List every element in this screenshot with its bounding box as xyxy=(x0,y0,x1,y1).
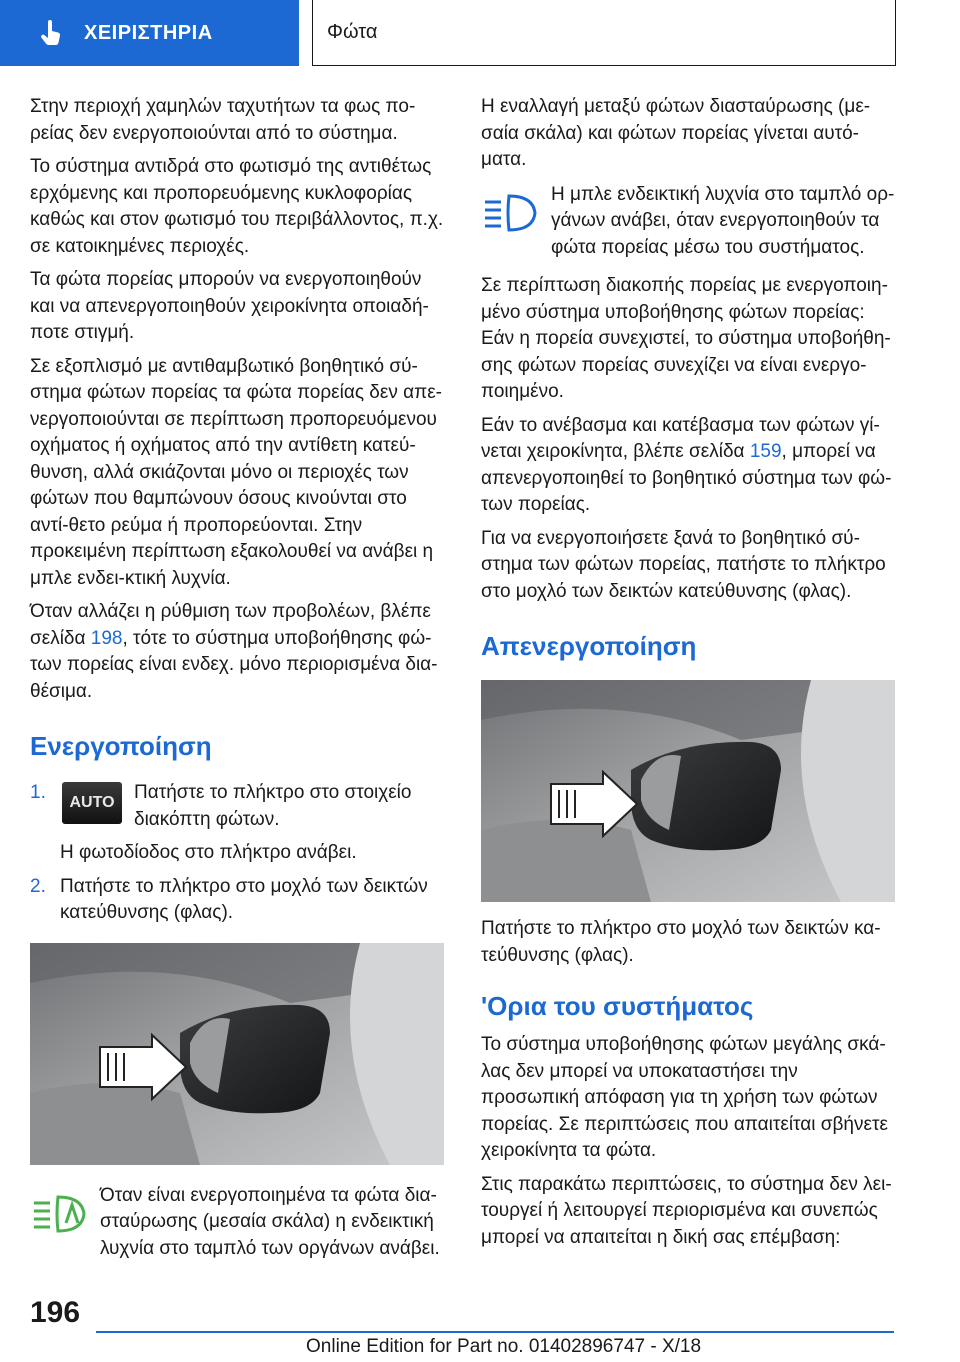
chapter-tab[interactable] xyxy=(0,0,299,66)
turn-signal-lever-photo xyxy=(481,680,897,902)
text-span: Όταν αλλάζει η ρύθμιση των προβολέων, βλέπε σελίδα xyxy=(30,601,431,649)
high-beam-indicator-icon xyxy=(481,188,541,238)
footer-divider xyxy=(96,1331,894,1333)
low-beam-indicator-icon xyxy=(30,1189,90,1239)
lever-photo-image xyxy=(30,943,444,1165)
edition-text: Online Edition for Part no. 01402896747 - X/18 xyxy=(306,1336,702,1357)
paragraph xyxy=(481,413,897,519)
page-link-159[interactable]: 159 xyxy=(749,441,782,462)
section-heading-limits: 'Ορια του συστήματος xyxy=(481,991,754,1021)
paragraph: Τα φώτα πορείας μπορούν να ενεργοποιηθούν και να απενεργοποιηθούν χειροκίνητα οποιαδή-ποτε στιγμή. xyxy=(30,269,429,343)
right-column xyxy=(481,94,897,1258)
step-number: 1. xyxy=(30,782,46,803)
paragraph: Το σύστημα υποβοήθησης φώτων μεγάλης σκά-λας δεν μπορεί να υποκαταστήσει την προσωπική απόφαση για τη χρήση των φώτων πορείας. Σε περιπτώσεις που απαιτείται σβήνετε χειροκίνητα τα φώτα. xyxy=(481,1034,888,1161)
section-title: Φώτα xyxy=(327,21,378,43)
section-heading-activation: Ενεργοποίηση xyxy=(30,731,212,761)
step-text: Πατήστε το πλήκτρο στο μοχλό των δεικτών κατεύθυνσης (φλας). xyxy=(60,875,428,923)
step-item xyxy=(30,780,448,867)
section-heading-deactivation: Απενεργοποίηση xyxy=(481,631,697,661)
step-number: 2. xyxy=(30,875,46,897)
paragraph: Στις παρακάτω περιπτώσεις, το σύστημα δεν λει-τουργεί ή λειτουργεί περιορισμένα και συνεπώς μπορεί να απαιτείται η δική σας επέμβαση: xyxy=(481,1173,892,1248)
indicator-note xyxy=(30,1183,448,1263)
page-number: 196 xyxy=(30,1296,81,1329)
chapter-title: ΧΕΙΡΙΣΤΗΡΙΑ xyxy=(84,21,213,44)
text-span: Εάν το ανέβασμα και κατέβασμα των φώτων γί-νεται χειροκίνητα, βλέπε σελίδα xyxy=(481,414,880,462)
page-link-198[interactable]: 198 xyxy=(90,627,123,649)
step-item xyxy=(30,874,448,927)
auto-button-icon: AUTO xyxy=(62,782,122,824)
step-subtext: Η φωτοδίοδος στο πλήκτρο ανάβει. xyxy=(60,842,357,863)
note-text: Όταν είναι ενεργοποιημένα τα φώτα δια-σταύρωσης (μεσαία σκάλα) η ενδεικτική λυχνία στο ταμπλό των οργάνων ανάβει. xyxy=(100,1184,440,1259)
section-tab xyxy=(312,0,896,66)
turn-signal-lever-photo xyxy=(30,943,448,1165)
note-text: Η μπλε ενδεικτική λυχνία στο ταμπλό ορ-γάνων ανάβει, όταν ενεργοποιηθούν τα φώτα πορείας μέσω του συστήματος. xyxy=(551,183,895,258)
left-column xyxy=(30,94,448,1272)
indicator-note xyxy=(481,182,897,262)
paragraph: Σε εξοπλισμό με αντιθαμβωτικό βοηθητικό σύ-στημα φώτων πορείας τα φώτα πορείας δεν απε-νεργοποιούνται σε περίπτωση προπορευόμενου οχήματος ή οχήματος από την αντίθετη κατεύ-θυνση, αλλά σκιάζονται μόνο οι περιοχές των φώτων που θαμπώνουν όσους κινούνται στο αντί-θετο ρεύμα ή προπορεύονται. Στην προκειμένη περίπτωση εξακολουθεί να ανάβει η μπλε ενδει-κτική λυχνία. xyxy=(30,355,442,589)
paragraph xyxy=(30,599,448,705)
text-span: , τότε το σύστημα υποβοήθησης φώ-των πορείας είναι ενδεχ. μόνο περιορισμένα δια-θέσιμα. xyxy=(30,627,438,702)
step-text: Πατήστε το πλήκτρο στο στοιχείο διακόπτη φώτων. xyxy=(134,782,412,830)
paragraph: Πατήστε το πλήκτρο στο μοχλό των δεικτών κα-τεύθυνσης (φλας). xyxy=(481,918,881,966)
paragraph: Το σύστημα αντιδρά στο φωτισμό της αντιθέτως ερχόμενης και προπορευόμενης κυκλοφορίας καθώς και στον φωτισμό του περιβάλλοντος, π.χ. σε κατοικημένες περιοχές. xyxy=(30,156,444,257)
paragraph: Στην περιοχή χαμηλών ταχυτήτων τα φως πο-ρείας δεν ενεργοποιούνται από το σύστημα. xyxy=(30,96,416,144)
hand-pointer-icon xyxy=(40,20,62,46)
page-header xyxy=(0,0,960,66)
paragraph: Η εναλλαγή μεταξύ φώτων διασταύρωσης (με-σαία σκάλα) και φώτων πορείας γίνεται αυτό-ματα. xyxy=(481,96,871,170)
text-span: , μπορεί να απενεργοποιηθεί το βοηθητικό σύστημα των φώ-των πορείας. xyxy=(481,441,892,515)
paragraph: Σε περίπτωση διακοπής πορείας με ενεργοποιη-μένο σύστημα υποβοήθησης φώτων πορείας: Εάν η πορεία συνεχιστεί, το σύστημα υποβοήθη-σης φώτων πορείας συνεχίζει να είναι ενεργο-ποιημένο. xyxy=(481,275,891,402)
lever-photo-image xyxy=(481,680,895,902)
paragraph: Για να ενεργοποιήσετε ξανά το βοηθητικό σύ-στημα των φώτων πορείας, πατήστε το πλήκτρο στο μοχλό των δεικτών κατεύθυνσης (φλας). xyxy=(481,527,886,602)
